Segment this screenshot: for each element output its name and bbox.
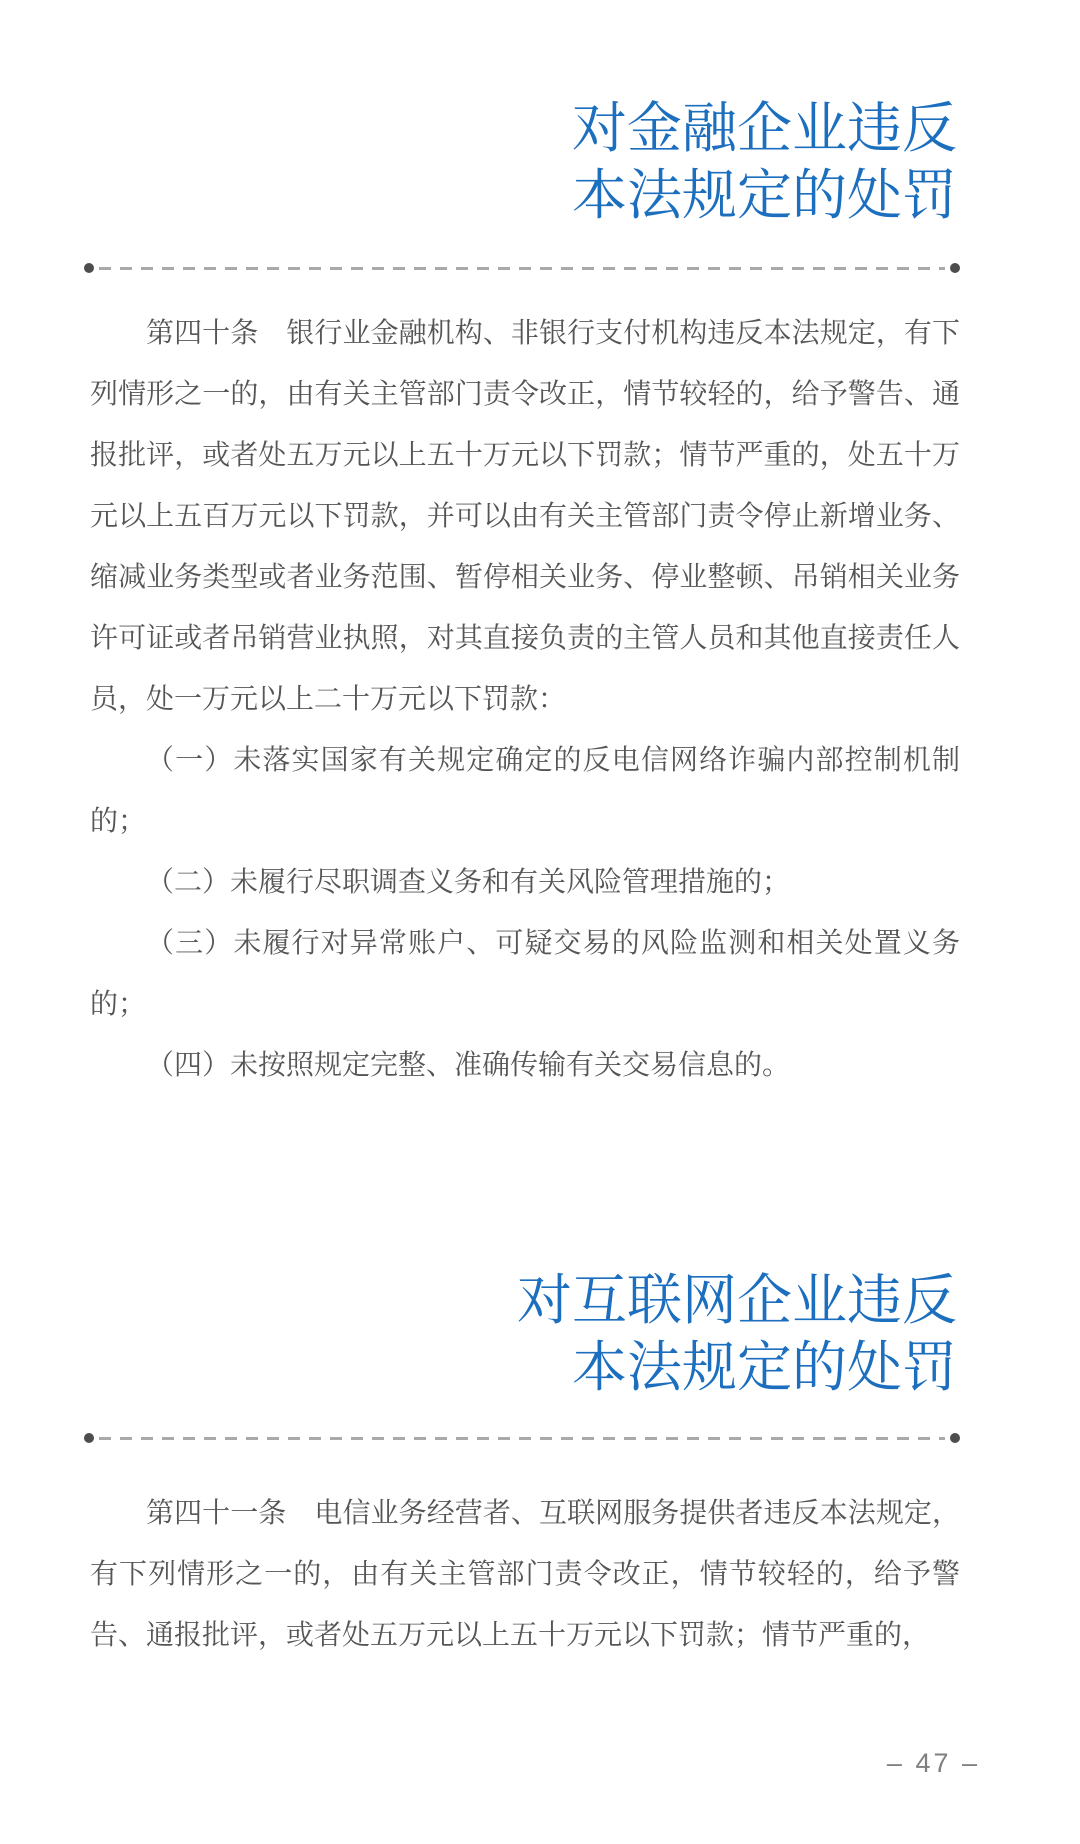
dashed-divider xyxy=(84,263,960,273)
dashed-divider xyxy=(84,1433,960,1443)
article-41-text xyxy=(90,1482,960,1665)
heading-line: 本法规定的处罚 xyxy=(571,1336,957,1398)
divider-dashes xyxy=(99,1437,945,1440)
divider-dot-left xyxy=(84,263,94,273)
article-40-item-2: （二）未履行尽职调查义务和有关风险管理措施的； xyxy=(146,866,791,897)
article-40-item-1: （一）未落实国家有关规定确定的反电信网络诈骗内部控制机制的； xyxy=(90,744,960,836)
heading-line: 本法规定的处罚 xyxy=(571,164,957,226)
article-40-item-3: （三）未履行对异常账户、可疑交易的风险监测和相关处置义务的； xyxy=(90,927,960,1019)
divider-dot-right xyxy=(950,263,960,273)
heading-line: 对互联网企业违反 xyxy=(516,1269,957,1331)
divider-dashes xyxy=(99,267,945,270)
section-heading-internet-enterprises xyxy=(517,1267,957,1401)
article-40-paragraph: 第四十条 银行业金融机构、非银行支付机构违反本法规定，有下列情形之一的，由有关主管部门责令改正，情节较轻的，给予警告、通报批评，或者处五万元以上五十万元以下罚款；情节严重的，处五十万元以上五百万元以下罚款，并可以由有关主管部门责令停止新增业务、缩减业务类型或者业务范围、暂停相关业务、停业整顿、吊销相关业务许可证或者吊销营业执照，对其直接负责的主管人员和其他直接责任人员，处一万元以上二十万元以下罚款： xyxy=(90,317,960,714)
section-heading-financial-enterprises xyxy=(572,95,957,229)
page-number: – 47 – xyxy=(886,1748,980,1778)
article-40-text xyxy=(90,302,960,1095)
divider-dot-left xyxy=(84,1433,94,1443)
heading-line: 对金融企业违反 xyxy=(571,97,957,159)
article-40-item-4: （四）未按照规定完整、准确传输有关交易信息的。 xyxy=(146,1049,791,1080)
article-41-paragraph: 第四十一条 电信业务经营者、互联网服务提供者违反本法规定，有下列情形之一的，由有关主管部门责令改正，情节较轻的，给予警告、通报批评，或者处五万元以上五十万元以下罚款；情节严重的， xyxy=(90,1497,960,1650)
divider-dot-right xyxy=(950,1433,960,1443)
